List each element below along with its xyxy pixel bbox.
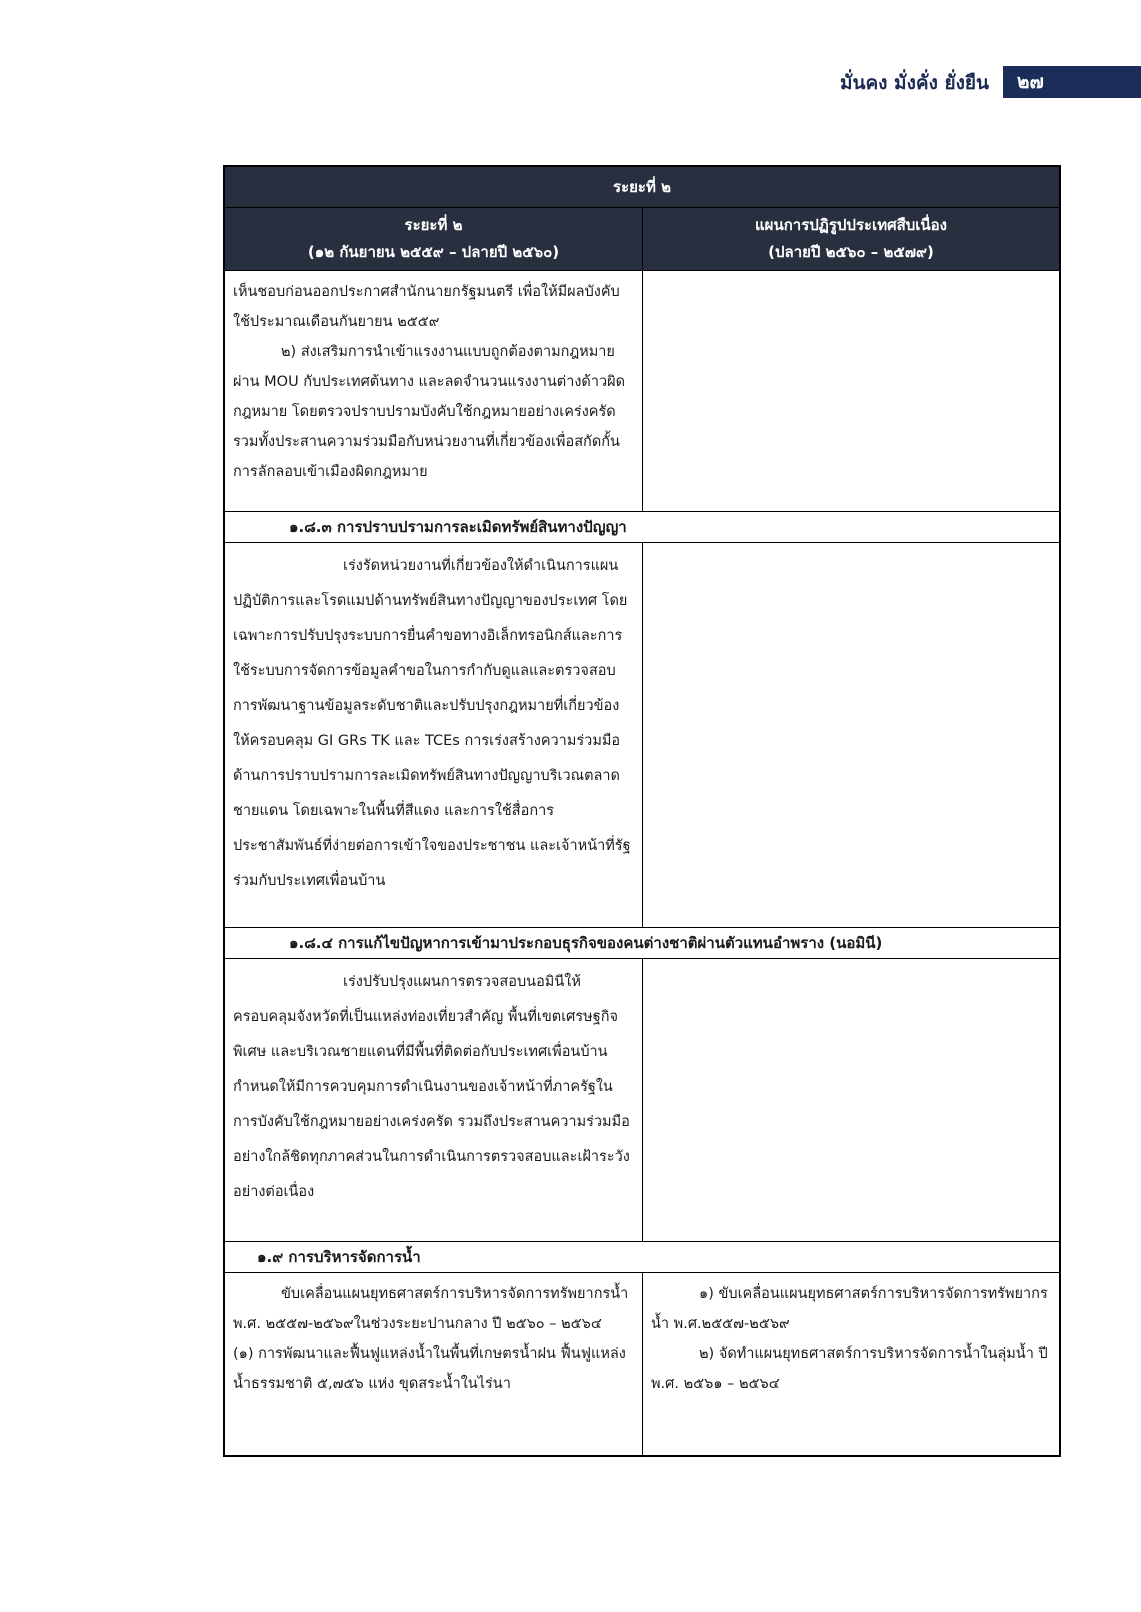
paragraph: ๑) ขับเคลื่อนแผนยุทธศาสตร์การบริหารจัดการทรัพยากรน้ำ พ.ศ.๒๕๕๗-๒๕๖๙ — [651, 1286, 1048, 1332]
column-header-band — [225, 208, 1059, 271]
column-header-continuing-plan-title: แผนการปฏิรูปประเทศสืบเนื่อง — [754, 216, 947, 234]
table-cell-right — [642, 543, 1059, 927]
page-number-tab — [1003, 66, 1141, 98]
paragraph: ๒) จัดทำแผนยุทธศาสตร์การบริหารจัดการน้ำในลุ่มน้ำ ปี พ.ศ. ๒๕๖๑ – ๒๕๖๔ — [651, 1346, 1048, 1392]
section-heading-1-8-4: ๑.๘.๔ การแก้ไขปัญหาการเข้ามาประกอบธุรกิจของคนต่างชาติผ่านตัวแทนอำพราง (นอมินี) — [225, 928, 1059, 959]
paragraph: ๒) ส่งเสริมการนำเข้าแรงงานแบบถูกต้องตามกฎหมายผ่าน MOU กับประเทศต้นทาง และลดจำนวนแรงงานต่างด้าวผิดกฎหมาย โดยตรวจปราบปรามบังคับใช้กฎหมายอย่างเคร่งครัด รวมทั้งประสานความร่วมมือกับหน่วยงานที่เกี่ยวข้องเพื่อสกัดกั้นการลักลอบเข้าเมืองผิดกฎหมาย — [233, 344, 626, 480]
section-heading-1-9: ๑.๙ การบริหารจัดการน้ำ — [225, 1242, 1059, 1273]
paragraph: ขับเคลื่อนแผนยุทธศาสตร์การบริหารจัดการทรัพยากรน้ำ พ.ศ. ๒๕๕๗-๒๕๖๙ในช่วงระยะปานกลาง ปี ๒๕๖๐ – ๒๕๖๔ — [233, 1286, 629, 1332]
column-header-phase2-title: ระยะที่ ๒ — [404, 216, 463, 234]
column-header-continuing-plan-range: (ปลายปี ๒๕๖๐ – ๒๕๗๙) — [768, 243, 934, 261]
column-header-phase2-range: (๑๒ กันยายน ๒๕๕๙ – ปลายปี ๒๕๖๐) — [307, 243, 560, 261]
table-cell-left — [225, 1273, 642, 1455]
paragraph: เร่งรัดหน่วยงานที่เกี่ยวข้องให้ดำเนินการแผนปฏิบัติการและโรดแมปด้านทรัพย์สินทางปัญญาของประเทศ โดยเฉพาะการปรับปรุงระบบการยื่นคำขอทางอิเล็กทรอนิกส์และการใช้ระบบการจัดการข้อมูลคำขอในการกำกับดูแลและตรวจสอบ การพัฒนาฐานข้อมูลระดับชาติและปรับปรุงกฎหมายที่เกี่ยวข้องให้ครอบคลุม GI GRs TK และ TCEs การเร่งสร้างความร่วมมือด้านการปราบปรามการละเมิดทรัพย์สินทางปัญญาบริเวณตลาดชายแดน โดยเฉพาะในพื้นที่สีแดง และการใช้สื่อการประชาสัมพันธ์ที่ง่ายต่อการเข้าใจของประชาชน และเจ้าหน้าที่รัฐ ร่วมกับประเทศเพื่อนบ้าน — [233, 558, 631, 889]
column-header-phase2 — [225, 208, 642, 270]
table-row — [225, 1273, 1059, 1455]
header-slogan: มั่นคง มั่งคั่ง ยั่งยืน — [839, 72, 989, 94]
table-cell-left — [225, 543, 642, 927]
column-header-continuing-plan — [642, 208, 1059, 270]
table-cell-right — [642, 1273, 1059, 1455]
paragraph: เห็นชอบก่อนออกประกาศสำนักนายกรัฐมนตรี เพื่อให้มีผลบังคับใช้ประมาณเดือนกันยายน ๒๕๕๙ — [233, 284, 620, 330]
paragraph: (๑) การพัฒนาและฟื้นฟูแหล่งน้ำในพื้นที่เกษตรน้ำฝน ฟื้นฟูแหล่งน้ำธรรมชาติ ๕,๗๕๖ แห่ง ขุดสระน้ำในไร่นา — [233, 1346, 626, 1392]
table-cell-right — [642, 271, 1059, 511]
section-heading-1-8-3: ๑.๘.๓ การปราบปรามการละเมิดทรัพย์สินทางปัญญา — [225, 512, 1059, 543]
table-cell-left — [225, 959, 642, 1241]
table-row — [225, 959, 1059, 1242]
phase-title-band: ระยะที่ ๒ — [225, 167, 1059, 208]
table-cell-right — [642, 959, 1059, 1241]
paragraph: เร่งปรับปรุงแผนการตรวจสอบนอมินีให้ครอบคลุมจังหวัดที่เป็นแหล่งท่องเที่ยวสำคัญ พื้นที่เขตเศรษฐกิจพิเศษ และบริเวณชายแดนที่มีพื้นที่ติดต่อกับประเทศเพื่อนบ้าน กำหนดให้มีการควบคุมการดำเนินงานของเจ้าหน้าที่ภาครัฐในการบังคับใช้กฎหมายอย่างเคร่งครัด รวมถึงประสานความร่วมมืออย่างใกล้ชิดทุกภาคส่วนในการดำเนินการตรวจสอบและเฝ้าระวังอย่างต่อเนื่อง — [233, 974, 630, 1200]
table-row — [225, 543, 1059, 928]
table-cell-left — [225, 271, 642, 511]
page-number: ๒๗ — [1017, 71, 1044, 93]
document-table — [223, 165, 1061, 1457]
table-row — [225, 271, 1059, 512]
